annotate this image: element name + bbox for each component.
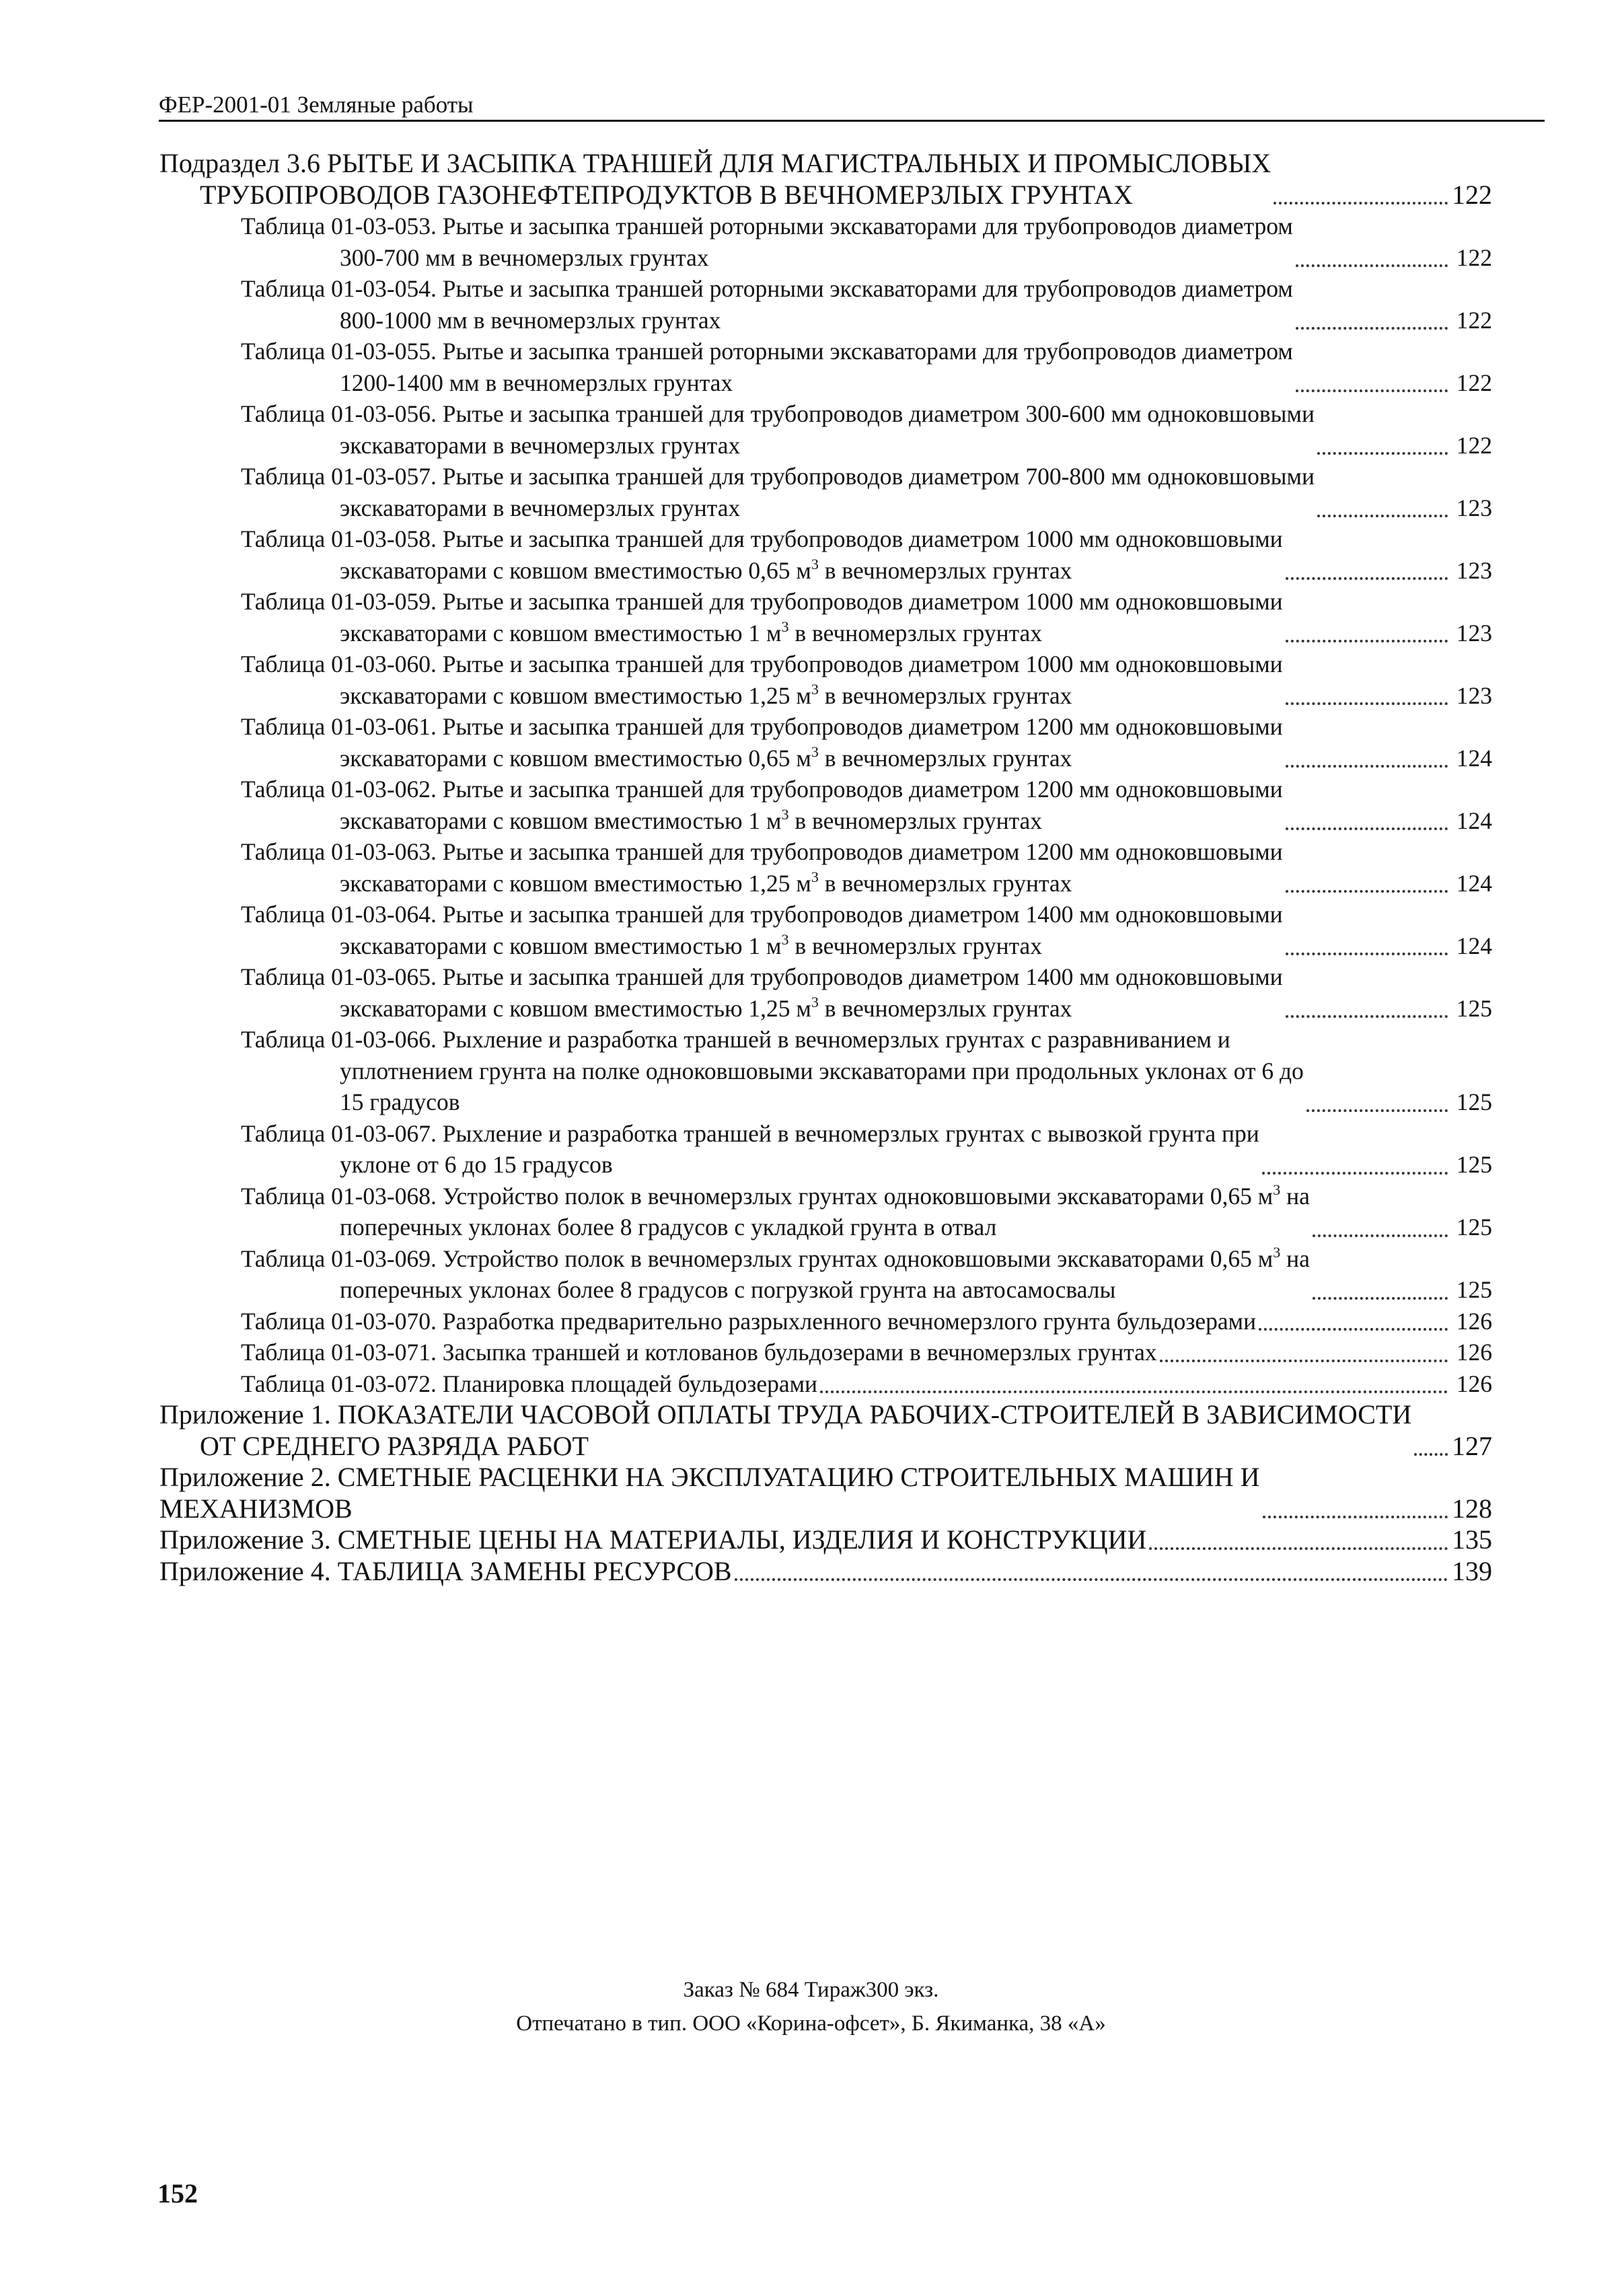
dot-leader — [735, 1578, 1448, 1581]
toc-entry-line: Таблица 01-03-062. Рытье и засыпка траншей для трубопроводов диаметром 1200 мм одноковшовыми — [241, 776, 1283, 803]
toc-entry-title — [159, 1462, 1260, 1524]
toc-table-entry[interactable] — [0, 1306, 1492, 1337]
toc-entry-text: на — [1280, 1182, 1310, 1210]
imprint-order-line: Заказ № 684 Тираж300 экз. — [683, 1978, 939, 2002]
toc-entry-title — [241, 899, 1283, 961]
toc-entry-line: Таблица 01-03-059. Рытье и засыпка траншей для трубопроводов диаметром 1000 мм одноковшовыми — [241, 588, 1283, 615]
imprint — [0, 1973, 1622, 2040]
toc-entry-text: в вечномерзлых грунтах — [788, 932, 1043, 959]
toc-entry-line: Таблица 01-03-061. Рытье и засыпка траншей для трубопроводов диаметром 1200 мм одноковшовыми — [241, 713, 1283, 740]
dot-leader — [1296, 326, 1448, 330]
toc-entry-line: ТРУБОПРОВОДОВ ГАЗОНЕФТЕПРОДУКТОВ В ВЕЧНОМЕРЗЛЫХ ГРУНТАХ — [200, 179, 1133, 210]
toc-entry-title — [159, 1556, 732, 1588]
toc-page-number: 124 — [1456, 744, 1492, 772]
toc-page-number: 123 — [1456, 494, 1492, 521]
toc-page-number: 124 — [1456, 869, 1492, 897]
toc-entry-line: Таблица 01-03-056. Рытье и засыпка траншей для трубопроводов диаметром 300-600 мм одноковшовыми — [241, 400, 1315, 427]
toc-entry-line — [241, 745, 1072, 772]
toc-page-number: 123 — [1456, 556, 1492, 584]
toc-entry-line: Приложение 1. ПОКАЗАТЕЛИ ЧАСОВОЙ ОПЛАТЫ ТРУДА РАБОЧИХ-СТРОИТЕЛЕЙ В ЗАВИСИМОСТИ — [159, 1399, 1412, 1430]
toc-page-number: 125 — [1456, 994, 1492, 1022]
toc-table-entry[interactable] — [0, 1024, 1492, 1118]
imprint-printer-line: Отпечатано в тип. ООО «Корина-офсет», Б. Якиманка, 38 «А» — [516, 2011, 1106, 2036]
toc-entry-title — [159, 148, 1271, 211]
dot-leader — [1286, 639, 1448, 642]
toc-table-entry[interactable] — [0, 711, 1492, 774]
toc-entry-text: в вечномерзлых грунтах — [818, 744, 1072, 772]
dot-leader — [1313, 1296, 1448, 1300]
dot-leader — [1263, 1515, 1448, 1518]
toc-entry-title — [241, 836, 1283, 899]
toc-entry-line: экскаваторами в вечномерзлых грунтах — [340, 494, 741, 521]
toc-entry-line: Таблица 01-03-065. Рытье и засыпка траншей для трубопроводов диаметром 1400 мм одноковшовыми — [241, 963, 1283, 990]
dot-leader — [1317, 451, 1448, 455]
toc-table-entry[interactable] — [0, 336, 1492, 398]
dot-leader — [1262, 1171, 1448, 1175]
toc-entry-text: на — [1280, 1245, 1310, 1272]
toc-page-number: 124 — [1456, 932, 1492, 959]
toc-entry-text: экскаваторами с ковшом вместимостью 0,65 м — [340, 744, 811, 772]
toc-entry-line: 15 градусов — [340, 1088, 460, 1115]
toc-page-number: 124 — [1456, 807, 1492, 834]
page-number: 152 — [157, 2178, 198, 2209]
toc-page-number: 127 — [1452, 1430, 1492, 1461]
toc-entry-title — [241, 586, 1283, 649]
toc-entry-text: экскаваторами с ковшом вместимостью 1,25 м — [340, 994, 811, 1022]
toc-entry-line: Таблица 01-03-055. Рытье и засыпка траншей роторными экскаваторами для трубопроводов диаметром — [241, 338, 1293, 365]
toc-table-entry[interactable] — [0, 1243, 1492, 1306]
toc-page-number: 125 — [1456, 1151, 1492, 1178]
toc-entry-title — [159, 1399, 1411, 1462]
toc-section-entry[interactable] — [0, 1462, 1492, 1524]
toc-table-entry[interactable] — [0, 398, 1492, 461]
toc-page-number: 128 — [1452, 1493, 1492, 1524]
toc-entry-line: Таблица 01-03-064. Рытье и засыпка траншей для трубопроводов диаметром 1400 мм одноковшовыми — [241, 901, 1283, 928]
table-of-contents — [0, 148, 1622, 1587]
running-header: ФЕР-2001-01 Земляные работы — [159, 90, 1545, 122]
toc-entry-line: экскаваторами в вечномерзлых грунтах — [340, 431, 741, 459]
toc-entry-line: Таблица 01-03-067. Рыхление и разработка траншей в вечномерзлых грунтах с вывозкой грунта при — [241, 1119, 1259, 1147]
toc-entry-line: Таблица 01-03-060. Рытье и засыпка траншей для трубопроводов диаметром 1000 мм одноковшовыми — [241, 651, 1283, 677]
toc-entry-line — [241, 932, 1042, 959]
dot-leader — [1160, 1359, 1448, 1362]
toc-entry-title — [241, 273, 1293, 336]
toc-entry-text: экскаваторами с ковшом вместимостью 1 м — [340, 807, 782, 834]
superscript: 3 — [811, 680, 819, 698]
toc-page-number: 122 — [1456, 306, 1492, 334]
toc-entry-title — [241, 1243, 1310, 1306]
toc-entry-text: Таблица 01-03-072. Планировка площадей бульдозерами — [241, 1370, 818, 1397]
toc-page-number: 122 — [1456, 369, 1492, 396]
toc-entry-text: экскаваторами с ковшом вместимостью 1,25 м — [340, 869, 811, 897]
toc-entry-line — [241, 557, 1072, 584]
toc-entry-title — [241, 461, 1315, 523]
toc-table-entry[interactable] — [0, 586, 1492, 649]
toc-table-entry[interactable] — [0, 461, 1492, 523]
toc-entry-text: Приложение 4. ТАБЛИЦА ЗАМЕНЫ РЕСУРСОВ — [159, 1555, 732, 1586]
toc-entry-text: экскаваторами с ковшом вместимостью 1,25 м — [340, 681, 811, 709]
toc-entry-text: в вечномерзлых грунтах — [818, 869, 1072, 897]
toc-entry-line: Подраздел 3.6 РЫТЬЕ И ЗАСЫПКА ТРАНШЕЙ ДЛЯ МАГИСТРАЛЬНЫХ И ПРОМЫСЛОВЫХ — [159, 148, 1271, 178]
toc-page-number: 126 — [1456, 1307, 1492, 1335]
dot-leader — [1414, 1452, 1448, 1456]
toc-entry-title — [241, 1024, 1304, 1118]
superscript: 3 — [811, 868, 819, 885]
toc-entry-title — [241, 1118, 1259, 1181]
toc-table-entry[interactable] — [0, 836, 1492, 899]
toc-entry-title — [241, 336, 1293, 398]
toc-section-entry[interactable] — [0, 148, 1492, 211]
toc-entry-line — [241, 682, 1072, 709]
toc-entry-text: в вечномерзлых грунтах — [788, 807, 1043, 834]
toc-entry-line: Таблица 01-03-066. Рыхление и разработка траншей в вечномерзлых грунтах с разравниванием и — [241, 1026, 1230, 1053]
toc-entry-line: ОТ СРЕДНЕГО РАЗРЯДА РАБОТ — [200, 1430, 589, 1461]
toc-entry-line: Приложение 2. СМЕТНЫЕ РАСЦЕНКИ НА ЭКСПЛУАТАЦИЮ СТРОИТЕЛЬНЫХ МАШИН И — [159, 1462, 1260, 1492]
dot-leader — [1286, 702, 1448, 705]
toc-page-number: 139 — [1452, 1555, 1492, 1586]
toc-entry-line: МЕХАНИЗМОВ — [159, 1493, 353, 1524]
toc-entry-title — [241, 1337, 1157, 1368]
dot-leader — [1286, 764, 1448, 768]
toc-entry-line: поперечных уклонах более 8 градусов с укладкой грунта в отвал — [340, 1214, 997, 1240]
toc-entry-text: экскаваторами с ковшом вместимостью 0,65 м — [340, 556, 811, 584]
toc-entry-line: 1200-1400 мм в вечномерзлых грунтах — [340, 369, 733, 396]
toc-entry-title — [241, 961, 1283, 1024]
toc-page-number: 122 — [1452, 179, 1492, 210]
toc-entry-text: в вечномерзлых грунтах — [818, 681, 1072, 709]
superscript: 3 — [1273, 1181, 1281, 1198]
toc-entry-title — [241, 1368, 817, 1400]
toc-entry-line: уплотнением грунта на полке одноковшовыми экскаваторами при продольных уклонах от 6 до — [340, 1057, 1304, 1084]
toc-page-number: 135 — [1452, 1524, 1492, 1555]
toc-section-entry[interactable] — [0, 1399, 1492, 1462]
toc-entry-text: Таблица 01-03-070. Разработка предварительно разрыхленного вечномерзлого грунта бульдозерами — [241, 1307, 1257, 1335]
toc-entry-line — [241, 1243, 1310, 1275]
dot-leader — [1313, 1234, 1448, 1237]
toc-table-entry[interactable] — [0, 649, 1492, 711]
toc-page-number: 123 — [1456, 681, 1492, 709]
toc-page-number: 125 — [1456, 1276, 1492, 1303]
superscript: 3 — [781, 805, 789, 823]
dot-leader — [820, 1390, 1448, 1393]
toc-entry-line: 300-700 мм в вечномерзлых грунтах — [340, 244, 709, 271]
dot-leader — [1286, 1014, 1448, 1018]
toc-table-entry[interactable] — [0, 273, 1492, 336]
toc-entry-line: Таблица 01-03-063. Рытье и засыпка траншей для трубопроводов диаметром 1200 мм одноковшовыми — [241, 838, 1283, 865]
toc-entry-line — [241, 620, 1042, 646]
toc-page-number: 122 — [1456, 431, 1492, 459]
toc-entry-text: в вечномерзлых грунтах — [818, 994, 1072, 1022]
toc-entry-title — [241, 774, 1283, 836]
superscript: 3 — [811, 993, 819, 1010]
toc-entry-title — [159, 1524, 1146, 1556]
toc-entry-text: в вечномерзлых грунтах — [788, 619, 1043, 646]
superscript: 3 — [781, 930, 789, 948]
toc-table-entry[interactable] — [0, 774, 1492, 836]
toc-section-entry[interactable] — [0, 1556, 1492, 1588]
toc-entry-line: Таблица 01-03-057. Рытье и засыпка траншей для трубопроводов диаметром 700-800 мм одноковшовыми — [241, 463, 1315, 490]
toc-page-number: 126 — [1456, 1339, 1492, 1366]
toc-entry-text: в вечномерзлых грунтах — [818, 556, 1072, 584]
toc-entry-line — [241, 870, 1072, 897]
toc-section-entry[interactable] — [0, 1524, 1492, 1556]
toc-entry-line: 800-1000 мм в вечномерзлых грунтах — [340, 306, 721, 334]
toc-table-entry[interactable] — [0, 523, 1492, 586]
toc-entry-text: Таблица 01-03-068. Устройство полок в вечномерзлых грунтах одноковшовыми экскаваторами 0,65 м — [241, 1182, 1274, 1210]
toc-entry-text: Таблица 01-03-071. Засыпка траншей и котлованов бульдозерами в вечномерзлых грунтах — [241, 1339, 1157, 1366]
toc-entry-line: поперечных уклонах более 8 градусов с погрузкой грунта на автосамосвалы — [340, 1276, 1116, 1303]
dot-leader — [1286, 952, 1448, 955]
toc-table-entry[interactable] — [0, 211, 1492, 273]
toc-entry-title — [241, 398, 1315, 461]
dot-leader — [1149, 1547, 1448, 1550]
toc-entry-line: Таблица 01-03-054. Рытье и засыпка траншей роторными экскаваторами для трубопроводов диаметром — [241, 275, 1293, 302]
toc-entry-line — [241, 807, 1042, 834]
toc-table-entry[interactable] — [0, 899, 1492, 961]
toc-table-entry[interactable] — [0, 1368, 1492, 1400]
toc-page-number: 122 — [1456, 244, 1492, 271]
toc-page-number: 125 — [1456, 1088, 1492, 1115]
superscript: 3 — [811, 743, 819, 760]
toc-table-entry[interactable] — [0, 1118, 1492, 1181]
toc-entry-text: Приложение 3. СМЕТНЫЕ ЦЕНЫ НА МАТЕРИАЛЫ, ИЗДЕЛИЯ И КОНСТРУКЦИИ — [159, 1524, 1147, 1555]
superscript: 3 — [781, 618, 789, 635]
toc-page-number: 125 — [1456, 1214, 1492, 1240]
toc-entry-title — [241, 649, 1283, 711]
dot-leader — [1306, 1109, 1448, 1112]
dot-leader — [1286, 577, 1448, 580]
toc-entry-line: Таблица 01-03-053. Рытье и засыпка траншей роторными экскаваторами для трубопроводов диаметром — [241, 213, 1293, 239]
toc-entry-text: экскаваторами с ковшом вместимостью 1 м — [340, 619, 782, 646]
toc-entry-line: Таблица 01-03-058. Рытье и засыпка траншей для трубопроводов диаметром 1000 мм одноковшовыми — [241, 525, 1283, 552]
toc-table-entry[interactable] — [0, 1337, 1492, 1368]
toc-page-number: 123 — [1456, 619, 1492, 646]
dot-leader — [1317, 514, 1448, 517]
dot-leader — [1286, 827, 1448, 830]
toc-entry-line — [241, 1181, 1310, 1212]
toc-entry-text: Таблица 01-03-069. Устройство полок в вечномерзлых грунтах одноковшовыми экскаваторами 0,65 м — [241, 1245, 1274, 1272]
toc-entry-line: уклоне от 6 до 15 градусов — [340, 1151, 613, 1178]
toc-table-entry[interactable] — [0, 961, 1492, 1024]
dot-leader — [1286, 889, 1448, 893]
dot-leader — [1296, 264, 1448, 267]
toc-entry-title — [241, 1306, 1256, 1337]
toc-entry-title — [241, 523, 1283, 586]
toc-entry-title — [241, 711, 1283, 774]
superscript: 3 — [811, 555, 819, 572]
dot-leader — [1259, 1327, 1448, 1331]
toc-page-number: 126 — [1456, 1370, 1492, 1397]
superscript: 3 — [1273, 1243, 1281, 1261]
toc-entry-title — [241, 211, 1293, 273]
toc-table-entry[interactable] — [0, 1181, 1492, 1243]
toc-entry-line — [241, 995, 1072, 1022]
dot-leader — [1274, 201, 1448, 205]
toc-entry-text: экскаваторами с ковшом вместимостью 1 м — [340, 932, 782, 959]
dot-leader — [1296, 389, 1448, 392]
toc-entry-title — [241, 1181, 1310, 1243]
